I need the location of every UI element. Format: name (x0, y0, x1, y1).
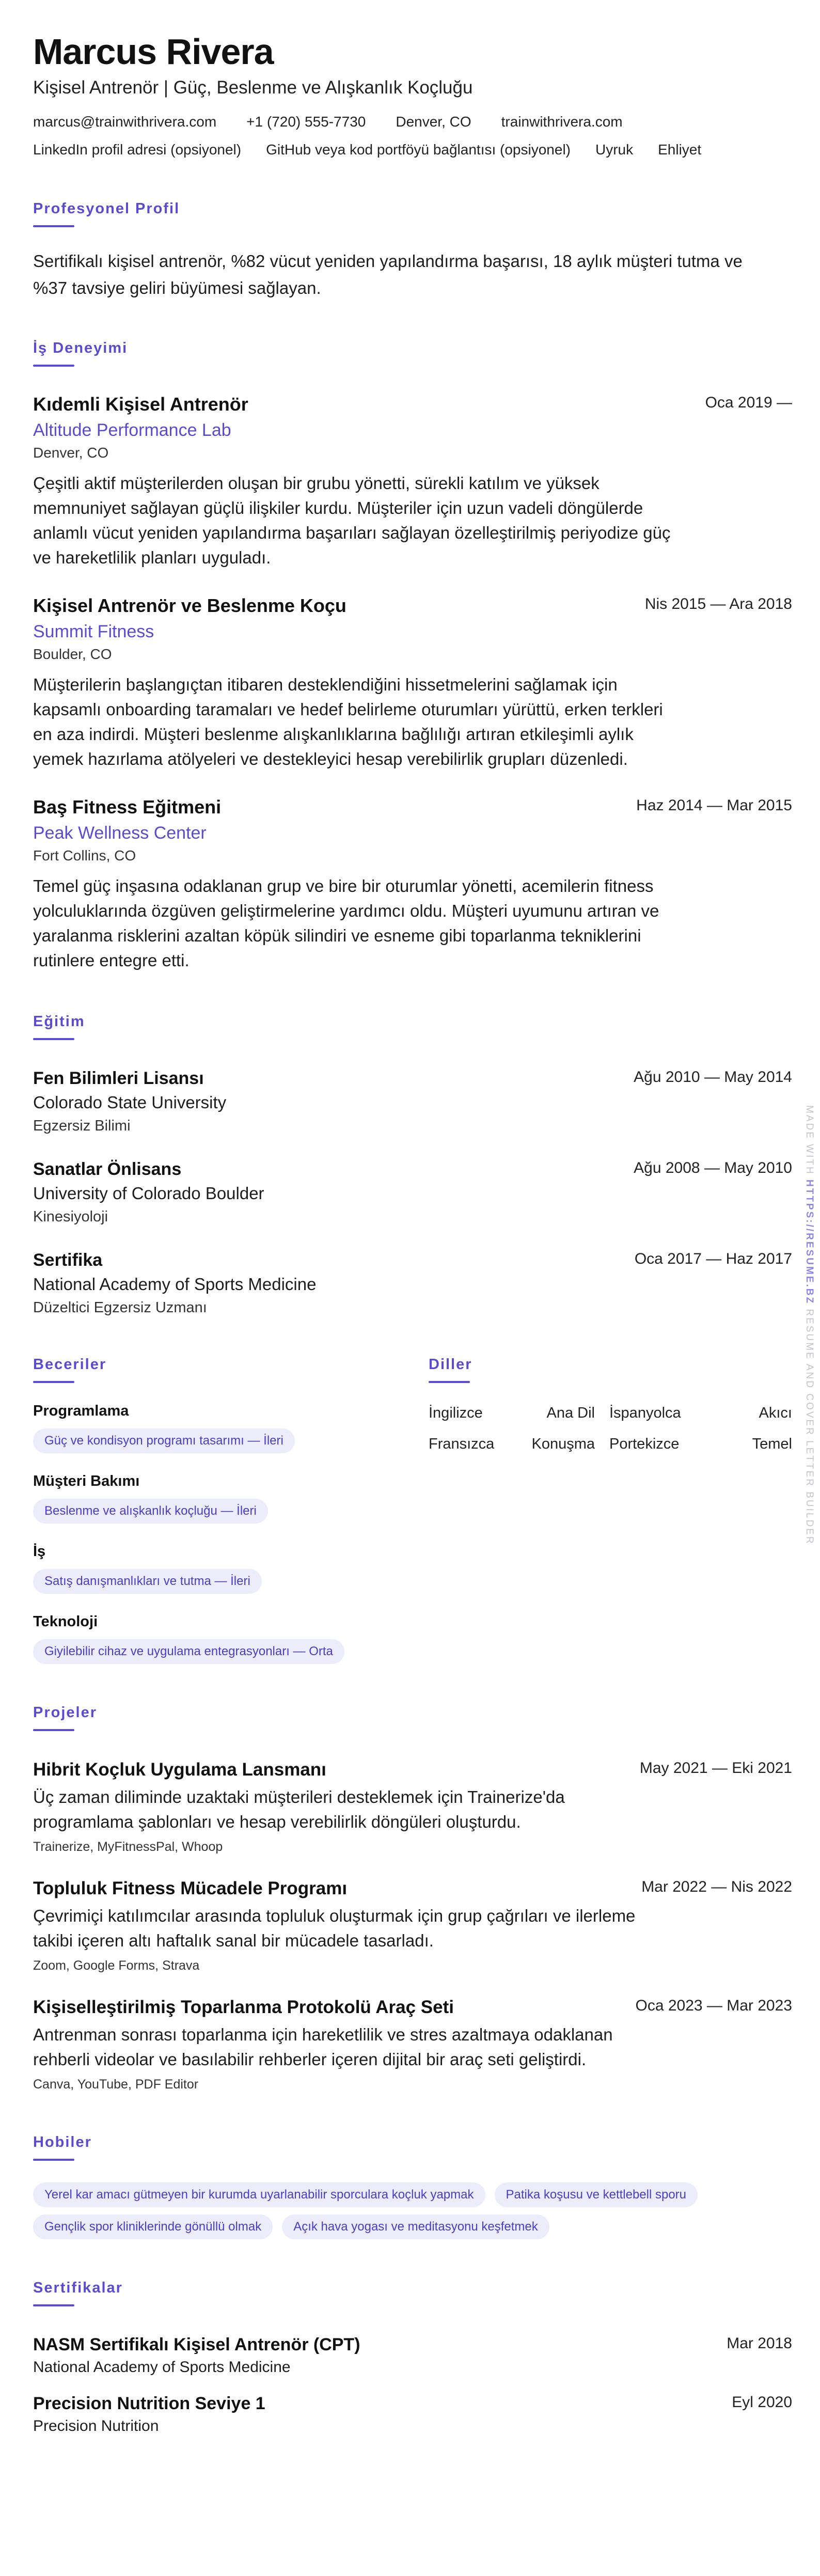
company-name: Peak Wellness Center (33, 823, 207, 843)
section-divider (33, 1038, 74, 1040)
certification-item (33, 2392, 792, 2437)
section-divider (33, 2304, 74, 2306)
section-title: Sertifikalar (33, 2280, 123, 2296)
education-section (33, 1012, 792, 1318)
section-title: İş Deneyimi (33, 340, 128, 356)
certification-item (33, 2333, 792, 2378)
degree-title: Sertifika (33, 1250, 103, 1270)
nationality-field: Uyruk (595, 142, 634, 158)
language-name: Fransızca (429, 1436, 495, 1452)
experience-item (33, 795, 792, 973)
education-item (33, 1158, 792, 1227)
hobby-pill: Açık hava yogası ve meditasyonu keşfetmek (282, 2214, 549, 2239)
project-tools: Canva, YouTube, PDF Editor (33, 2077, 199, 2092)
contact-phone[interactable]: +1 (720) 555-7730 (246, 114, 366, 130)
driving-license-field: Ehliyet (658, 142, 702, 158)
experience-section (33, 339, 792, 973)
degree-title: Sanatlar Önlisans (33, 1159, 182, 1179)
job-location: Denver, CO (33, 445, 109, 461)
language-name: İspanyolca (609, 1405, 681, 1421)
certification-issuer: National Academy of Sports Medicine (33, 2359, 291, 2376)
hobbies-section (33, 2133, 792, 2239)
project-item (33, 1996, 792, 2094)
candidate-headline: Kişisel Antrenör | Güç, Beslenme ve Alışkanlık Koçluğu (33, 77, 473, 98)
project-name: Hibrit Koçluk Uygulama Lansmanı (33, 1760, 326, 1780)
field-of-study: Egzersiz Bilimi (33, 1118, 131, 1134)
certification-issuer: Precision Nutrition (33, 2417, 159, 2434)
project-name: Topluluk Fitness Mücadele Programı (33, 1878, 348, 1898)
project-dates: Mar 2022 — Nis 2022 (641, 1878, 792, 1895)
section-divider (429, 1381, 470, 1383)
resume-page (33, 29, 792, 2437)
language-level: Konuşma (531, 1436, 595, 1452)
section-title: Beceriler (33, 1356, 107, 1373)
field-of-study: Düzeltici Egzersiz Uzmanı (33, 1299, 207, 1316)
institution-name: University of Colorado Boulder (33, 1184, 264, 1203)
education-dates: Ağu 2010 — May 2014 (634, 1069, 792, 1086)
section-title: Eğitim (33, 1013, 85, 1030)
project-name: Kişiselleştirilmiş Toparlanma Protokolü Araç Seti (33, 1997, 454, 2017)
certification-name: NASM Sertifikalı Kişisel Antrenör (CPT) (33, 2335, 360, 2354)
section-divider (33, 1381, 74, 1383)
project-description: Antrenman sonrası toparlanma için hareketlilik ve stres azaltmaya odaklanan rehberli videolar ve basılabilir rehberler içeren dijital bir araç seti geliştirdi. (33, 2025, 613, 2069)
language-item (609, 1403, 792, 1423)
certification-date: Mar 2018 (727, 2335, 792, 2352)
job-title: Kişisel Antrenör ve Beslenme Koçu (33, 595, 346, 616)
profile-summary: Sertifikalı kişisel antrenör, %82 vücut yeniden yapılandırma başarısı, 18 aylık müşteri tutma ve %37 tavsiye geliri büyümesi sağlayan. (33, 252, 743, 297)
section-title: Projeler (33, 1704, 97, 1721)
skill-pill: Beslenme ve alışkanlık koçluğu — İleri (33, 1499, 268, 1523)
project-description: Üç zaman diliminde uzaktaki müşterileri desteklemek için Trainerize'da programlama şablonları ve hesap verebilirlik döngüleri oluşturdu. (33, 1787, 565, 1831)
company-name: Altitude Performance Lab (33, 420, 231, 440)
project-tools: Trainerize, MyFitnessPal, Whoop (33, 1840, 223, 1854)
education-item (33, 1249, 792, 1318)
job-description: Temel güç inşasına odaklanan grup ve bire bir oturumlar yönetti, acemilerin fitness yolculuklarında özgüven geliştirmelerine yardımcı oldu. Müşteri uyumunu artıran ve yaralanma risklerini azaltan köpük silindiri ve esneme gibi toparlanma tekniklerini rutinlere entegre etti. (33, 876, 659, 970)
language-item (429, 1403, 609, 1423)
institution-name: Colorado State University (33, 1093, 227, 1112)
project-item (33, 1758, 792, 1856)
certification-date: Eyl 2020 (732, 2394, 792, 2411)
github-link[interactable]: GitHub veya kod portföyü bağlantısı (opsiyonel) (266, 142, 571, 158)
project-dates: May 2021 — Eki 2021 (639, 1760, 792, 1777)
skill-pill: Satış danışmanlıkları ve tutma — İleri (33, 1569, 262, 1594)
project-tools: Zoom, Google Forms, Strava (33, 1958, 200, 1973)
education-item (33, 1067, 792, 1136)
language-name: İngilizce (429, 1405, 483, 1421)
contact-website[interactable]: trainwithrivera.com (501, 114, 623, 130)
project-dates: Oca 2023 — Mar 2023 (635, 1997, 792, 2014)
languages-grid (429, 1403, 792, 1454)
certifications-section (33, 2279, 792, 2437)
hobby-pill: Gençlik spor kliniklerinde gönüllü olmak (33, 2214, 273, 2239)
watermark-suffix: RESUME AND COVER LETTER BUILDER (804, 1305, 815, 1545)
language-item (609, 1434, 792, 1454)
contact-location: Denver, CO (396, 114, 471, 130)
section-title: Hobiler (33, 2134, 92, 2150)
watermark-link[interactable]: HTTPS://RESUME.BZ (804, 1180, 815, 1305)
language-level: Ana Dil (546, 1405, 595, 1421)
job-description: Müşterilerin başlangıçtan itibaren desteklendiğini hissetmelerini sağlamak için kapsamlı onboarding taramaları ve hedef belirleme oturumları yürüttü, erken terkleri en aza indirdi. Müşteri beslenme alışkanlıklarına bağlılığı artıran etkileşimli aylık yemek hazırlama atölyeleri ve destekleyici hesap verebilirlik grupları düzenledi. (33, 675, 663, 768)
job-location: Boulder, CO (33, 646, 112, 662)
institution-name: National Academy of Sports Medicine (33, 1275, 317, 1294)
watermark-prefix: MADE WITH (804, 1105, 815, 1180)
contact-row (33, 112, 792, 132)
section-divider (33, 2159, 74, 2161)
language-level: Akıcı (759, 1405, 792, 1421)
profile-section (33, 199, 792, 302)
builder-watermark (803, 1105, 815, 1545)
links-row (33, 139, 792, 160)
skill-category: Müşteri Bakımı (33, 1473, 140, 1489)
project-item (33, 1877, 792, 1975)
skill-category: Programlama (33, 1403, 129, 1419)
language-item (429, 1434, 609, 1454)
job-dates: Haz 2014 — Mar 2015 (636, 797, 792, 814)
linkedin-link[interactable]: LinkedIn profil adresi (opsiyonel) (33, 142, 242, 158)
project-description: Çevrimiçi katılımcılar arasında topluluk oluşturmak için grup çağrıları ve ilerleme takibi içeren altı haftalık sanal bir mücadele tasarladı. (33, 1906, 636, 1950)
hobbies-list (33, 2175, 792, 2239)
hobby-pill: Patika koşusu ve kettlebell sporu (495, 2182, 698, 2207)
degree-title: Fen Bilimleri Lisansı (33, 1069, 204, 1088)
section-title: Profesyonel Profil (33, 200, 180, 217)
language-name: Portekizce (609, 1436, 680, 1452)
skills-section (33, 1355, 429, 1664)
skill-category: Teknoloji (33, 1613, 98, 1630)
experience-item (33, 594, 792, 772)
company-name: Summit Fitness (33, 622, 154, 641)
experience-item (33, 392, 792, 570)
section-divider (33, 1729, 74, 1731)
language-level: Temel (752, 1436, 792, 1452)
job-dates: Oca 2019 — (705, 394, 792, 411)
job-description: Çeşitli aktif müşterilerden oluşan bir grubu yönetti, sürekli katılım ve yüksek memnuniyet sağlayan güçlü ilişkiler kurdu. Müşteriler için uzun vadeli döngülerde anlamlı vücut yeniden yapılandırma başarıları sağlayan özelleştirilmiş periyodize güç ve hareketlilik planları uyguladı. (33, 474, 671, 567)
languages-section (429, 1355, 792, 1664)
skill-pill: Giyilebilir cihaz ve uygulama entegrasyonları — Orta (33, 1639, 344, 1664)
job-dates: Nis 2015 — Ara 2018 (644, 595, 792, 612)
section-title: Diller (429, 1356, 472, 1373)
certification-name: Precision Nutrition Seviye 1 (33, 2394, 265, 2413)
section-divider (33, 365, 74, 367)
section-divider (33, 225, 74, 227)
education-dates: Oca 2017 — Haz 2017 (634, 1250, 792, 1267)
skill-pill: Güç ve kondisyon programı tasarımı — İleri (33, 1428, 295, 1453)
job-location: Fort Collins, CO (33, 847, 136, 863)
resume-header (33, 29, 792, 160)
job-title: Kıdemli Kişisel Antrenör (33, 394, 248, 415)
candidate-name: Marcus Rivera (33, 32, 274, 72)
skills-languages-row (33, 1355, 792, 1664)
job-title: Baş Fitness Eğitmeni (33, 796, 222, 818)
skill-category: İş (33, 1543, 46, 1560)
field-of-study: Kinesiyoloji (33, 1208, 108, 1225)
contact-email[interactable]: marcus@trainwithrivera.com (33, 114, 217, 130)
projects-section (33, 1703, 792, 2094)
education-dates: Ağu 2008 — May 2010 (634, 1159, 792, 1176)
hobby-pill: Yerel kar amacı gütmeyen bir kurumda uyarlanabilir sporculara koçluk yapmak (33, 2182, 485, 2207)
